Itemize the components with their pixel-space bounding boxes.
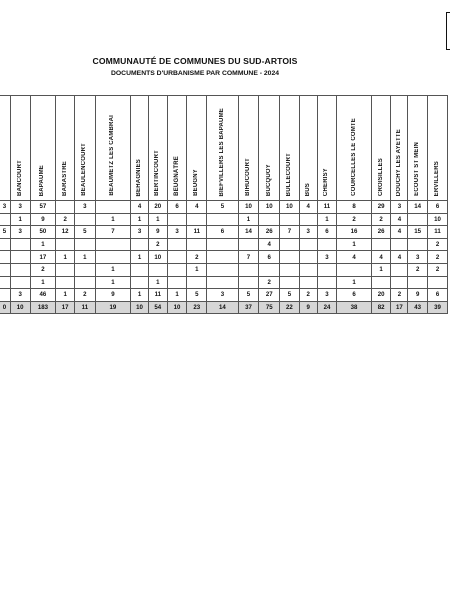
column-header-label: BEAULENCOURT (81, 143, 88, 196)
table-cell (299, 276, 317, 289)
table-cell (167, 238, 187, 251)
table-cell (391, 263, 408, 276)
total-cell: 183 (30, 301, 56, 314)
table-cell (95, 201, 130, 214)
column-header (56, 96, 75, 201)
table-cell: 29 (371, 201, 391, 214)
column-header-label: BULLECOURT (285, 152, 292, 196)
column-header (299, 96, 317, 201)
table-cell (0, 213, 10, 226)
table-cell (280, 251, 300, 264)
table-cell: 8 (337, 201, 371, 214)
table-cell (0, 263, 10, 276)
table-cell: 4 (391, 226, 408, 239)
column-header (259, 96, 280, 201)
column-header-label: BIEFVILLERS LES BAPAUME (218, 107, 225, 196)
total-cell: 22 (280, 301, 300, 314)
table-cell: 10 (428, 213, 448, 226)
column-header-label: CHERISY (323, 167, 330, 196)
table-cell: 2 (337, 213, 371, 226)
table-cell (167, 263, 187, 276)
column-header-label: BANCOURT (16, 160, 23, 196)
total-cell: 54 (148, 301, 167, 314)
table-cell (408, 276, 428, 289)
table-cell (428, 276, 448, 289)
table-cell: 1 (238, 213, 259, 226)
table-cell: 3 (167, 226, 187, 239)
table-cell (0, 276, 10, 289)
table-cell: 4 (299, 201, 317, 214)
table-cell (75, 213, 96, 226)
table-cell: 1 (95, 276, 130, 289)
corner-box (446, 12, 450, 50)
table-cell (238, 263, 259, 276)
table-cell: 7 (280, 226, 300, 239)
table-cell: 26 (259, 226, 280, 239)
table-cell (10, 238, 30, 251)
total-cell: 82 (371, 301, 391, 314)
table-cell: 1 (30, 238, 56, 251)
table-cell (299, 238, 317, 251)
table-row (0, 251, 448, 264)
table-cell: 6 (428, 289, 448, 302)
table-cell (10, 276, 30, 289)
table-cell (131, 263, 149, 276)
total-cell: 19 (95, 301, 130, 314)
table-cell: 46 (30, 289, 56, 302)
column-header-label: BUCQUOY (265, 163, 272, 196)
column-header-label: BARASTRE (61, 161, 68, 196)
table-cell (299, 263, 317, 276)
column-header (317, 96, 337, 201)
table-row (0, 263, 448, 276)
table-cell: 10 (259, 201, 280, 214)
table-cell: 1 (167, 289, 187, 302)
table-cell: 27 (259, 289, 280, 302)
table-cell (207, 276, 238, 289)
table-cell (371, 238, 391, 251)
table-cell: 1 (56, 251, 75, 264)
table-cell: 5 (0, 226, 10, 239)
total-cell: 39 (428, 301, 448, 314)
table-cell: 1 (30, 276, 56, 289)
table-cell: 11 (317, 201, 337, 214)
table-cell: 1 (148, 213, 167, 226)
table-cell: 4 (187, 201, 207, 214)
total-cell: 17 (391, 301, 408, 314)
table-cell: 6 (428, 201, 448, 214)
table-cell: 4 (371, 251, 391, 264)
table-cell: 2 (428, 251, 448, 264)
table-cell (75, 276, 96, 289)
table-cell (280, 263, 300, 276)
table-cell: 11 (187, 226, 207, 239)
table-cell: 9 (408, 289, 428, 302)
table-cell: 2 (30, 263, 56, 276)
table-cell: 2 (56, 213, 75, 226)
table-cell (187, 276, 207, 289)
table-cell (56, 263, 75, 276)
table-cell: 14 (238, 226, 259, 239)
table-cell (280, 213, 300, 226)
column-header-label: CROISILLES (377, 157, 384, 196)
table-cell: 20 (371, 289, 391, 302)
table-cell (131, 276, 149, 289)
table-cell (280, 276, 300, 289)
table-cell: 1 (131, 213, 149, 226)
total-cell: 9 (299, 301, 317, 314)
table-cell: 10 (238, 201, 259, 214)
table-cell: 1 (75, 251, 96, 264)
table-cell: 20 (148, 201, 167, 214)
table-cell: 14 (408, 201, 428, 214)
table-cell: 2 (371, 213, 391, 226)
table-cell: 2 (148, 238, 167, 251)
table-cell: 3 (10, 226, 30, 239)
column-header (391, 96, 408, 201)
table-cell: 3 (299, 226, 317, 239)
table-cell: 4 (337, 251, 371, 264)
table-cell: 15 (408, 226, 428, 239)
table-cell: 50 (30, 226, 56, 239)
table-cell (167, 213, 187, 226)
table-cell (10, 263, 30, 276)
table-cell: 9 (148, 226, 167, 239)
table-cell: 3 (207, 289, 238, 302)
table-cell: 6 (337, 289, 371, 302)
table-cell: 4 (391, 251, 408, 264)
table-cell: 1 (187, 263, 207, 276)
table-cell: 6 (317, 226, 337, 239)
table-cell (317, 276, 337, 289)
total-cell: 38 (337, 301, 371, 314)
header-row (0, 96, 448, 201)
table-cell (391, 276, 408, 289)
table-cell: 1 (95, 263, 130, 276)
table-cell: 2 (408, 263, 428, 276)
table-cell (56, 238, 75, 251)
table-cell: 3 (317, 289, 337, 302)
column-header-label: DOUCHY LES AYETTE (395, 128, 402, 196)
table-cell (56, 201, 75, 214)
table-cell: 3 (10, 289, 30, 302)
column-header (75, 96, 96, 201)
column-header (408, 96, 428, 201)
table-cell (259, 263, 280, 276)
table-cell (95, 251, 130, 264)
column-header-label: BERTINCOURT (154, 150, 161, 196)
page-title: COMMUNAUTÉ DE COMMUNES DU SUD-ARTOIS (92, 56, 298, 66)
table-cell: 3 (75, 201, 96, 214)
table-cell: 2 (428, 263, 448, 276)
column-header (238, 96, 259, 201)
table-cell: 6 (167, 201, 187, 214)
column-header-label: BEUGNY (193, 169, 200, 196)
table-cell (391, 238, 408, 251)
table-cell: 12 (56, 226, 75, 239)
table-cell: 3 (408, 251, 428, 264)
column-header (167, 96, 187, 201)
table-cell: 9 (30, 213, 56, 226)
table-cell: 1 (10, 213, 30, 226)
table-cell (167, 251, 187, 264)
table-cell: 10 (280, 201, 300, 214)
table-cell: 1 (371, 263, 391, 276)
table-cell: 1 (337, 276, 371, 289)
total-cell: 23 (187, 301, 207, 314)
table-cell (299, 251, 317, 264)
table-cell (95, 238, 130, 251)
table-cell: 3 (10, 201, 30, 214)
table-cell (371, 276, 391, 289)
table-cell: 4 (391, 213, 408, 226)
total-cell: 0 (0, 301, 10, 314)
column-header-label: BAPAUME (39, 164, 46, 196)
table-cell (0, 238, 10, 251)
total-cell: 17 (56, 301, 75, 314)
table-cell: 4 (259, 238, 280, 251)
table-cell: 1 (148, 276, 167, 289)
table-cell: 17 (30, 251, 56, 264)
column-header-label: BIHUCOURT (245, 158, 251, 196)
table-cell: 7 (238, 251, 259, 264)
total-cell: 37 (238, 301, 259, 314)
table-cell (207, 213, 238, 226)
table-cell (207, 251, 238, 264)
total-cell: 10 (10, 301, 30, 314)
table-cell: 6 (259, 251, 280, 264)
table-cell: 11 (428, 226, 448, 239)
total-cell: 10 (167, 301, 187, 314)
table-cell: 1 (131, 289, 149, 302)
table-row (0, 276, 448, 289)
table-cell: 3 (0, 201, 10, 214)
table-cell: 10 (148, 251, 167, 264)
totals-row (0, 301, 448, 314)
table-row (0, 213, 448, 226)
table-cell (408, 213, 428, 226)
urbanism-table (0, 95, 448, 314)
table-cell (75, 238, 96, 251)
table-cell (187, 238, 207, 251)
table-cell (238, 276, 259, 289)
table-cell: 7 (95, 226, 130, 239)
table-cell: 9 (95, 289, 130, 302)
column-header-label: BEAUMETZ LES CAMBRAI (109, 115, 116, 196)
table-cell (259, 213, 280, 226)
table-cell: 1 (131, 251, 149, 264)
table-cell (280, 238, 300, 251)
table-cell: 2 (428, 238, 448, 251)
column-header-label: ERVILLERS (434, 160, 440, 196)
table-cell: 2 (75, 289, 96, 302)
column-header (0, 96, 10, 201)
table-cell: 5 (75, 226, 96, 239)
column-header-label: ECOUST ST MEIN (414, 142, 421, 196)
column-header (10, 96, 30, 201)
table-cell: 2 (299, 289, 317, 302)
column-header (187, 96, 207, 201)
page-subtitle: DOCUMENTS D'URBANISME PAR COMMUNE - 2024 (110, 70, 280, 77)
table-cell (317, 263, 337, 276)
total-cell: 10 (131, 301, 149, 314)
column-header (148, 96, 167, 201)
table-cell: 3 (131, 226, 149, 239)
table-cell (317, 238, 337, 251)
table-cell (148, 263, 167, 276)
total-cell: 11 (75, 301, 96, 314)
column-header (30, 96, 56, 201)
table-cell: 3 (317, 251, 337, 264)
table-cell (337, 263, 371, 276)
table-cell: 1 (56, 289, 75, 302)
table-cell (299, 213, 317, 226)
total-cell: 43 (408, 301, 428, 314)
table-cell (10, 251, 30, 264)
table-cell (0, 289, 10, 302)
table-cell: 4 (131, 201, 149, 214)
total-cell: 24 (317, 301, 337, 314)
table-cell (408, 238, 428, 251)
table-cell: 2 (391, 289, 408, 302)
table-cell: 2 (259, 276, 280, 289)
column-header-label: BUS (304, 182, 311, 196)
table-cell: 5 (187, 289, 207, 302)
table-cell: 5 (207, 201, 238, 214)
table-cell: 1 (337, 238, 371, 251)
table-cell: 5 (238, 289, 259, 302)
column-header-label: COURCELLES LE COMTE (350, 118, 357, 196)
column-header (428, 96, 448, 201)
total-cell: 75 (259, 301, 280, 314)
table-row (0, 289, 448, 302)
column-header (95, 96, 130, 201)
column-header (131, 96, 149, 201)
table-row (0, 226, 448, 239)
column-header-label: BEHAGNIES (136, 158, 143, 196)
table-row (0, 238, 448, 251)
table-cell (167, 276, 187, 289)
table-row (0, 201, 448, 214)
table-cell: 57 (30, 201, 56, 214)
table-cell (207, 263, 238, 276)
table-cell (56, 276, 75, 289)
column-header (207, 96, 238, 201)
table-cell (207, 238, 238, 251)
table-cell: 6 (207, 226, 238, 239)
total-cell: 14 (207, 301, 238, 314)
table-cell: 16 (337, 226, 371, 239)
table-cell: 26 (371, 226, 391, 239)
table-cell: 2 (187, 251, 207, 264)
table-cell (187, 213, 207, 226)
table-cell (238, 238, 259, 251)
table-cell: 11 (148, 289, 167, 302)
table-cell: 5 (280, 289, 300, 302)
column-header-label: BEUGNÂTRE (173, 156, 180, 196)
column-header (371, 96, 391, 201)
table-cell: 1 (317, 213, 337, 226)
table-cell (0, 251, 10, 264)
table-cell: 1 (95, 213, 130, 226)
table-cell (75, 263, 96, 276)
table-cell: 3 (391, 201, 408, 214)
column-header (337, 96, 371, 201)
table-cell (131, 238, 149, 251)
column-header (280, 96, 300, 201)
